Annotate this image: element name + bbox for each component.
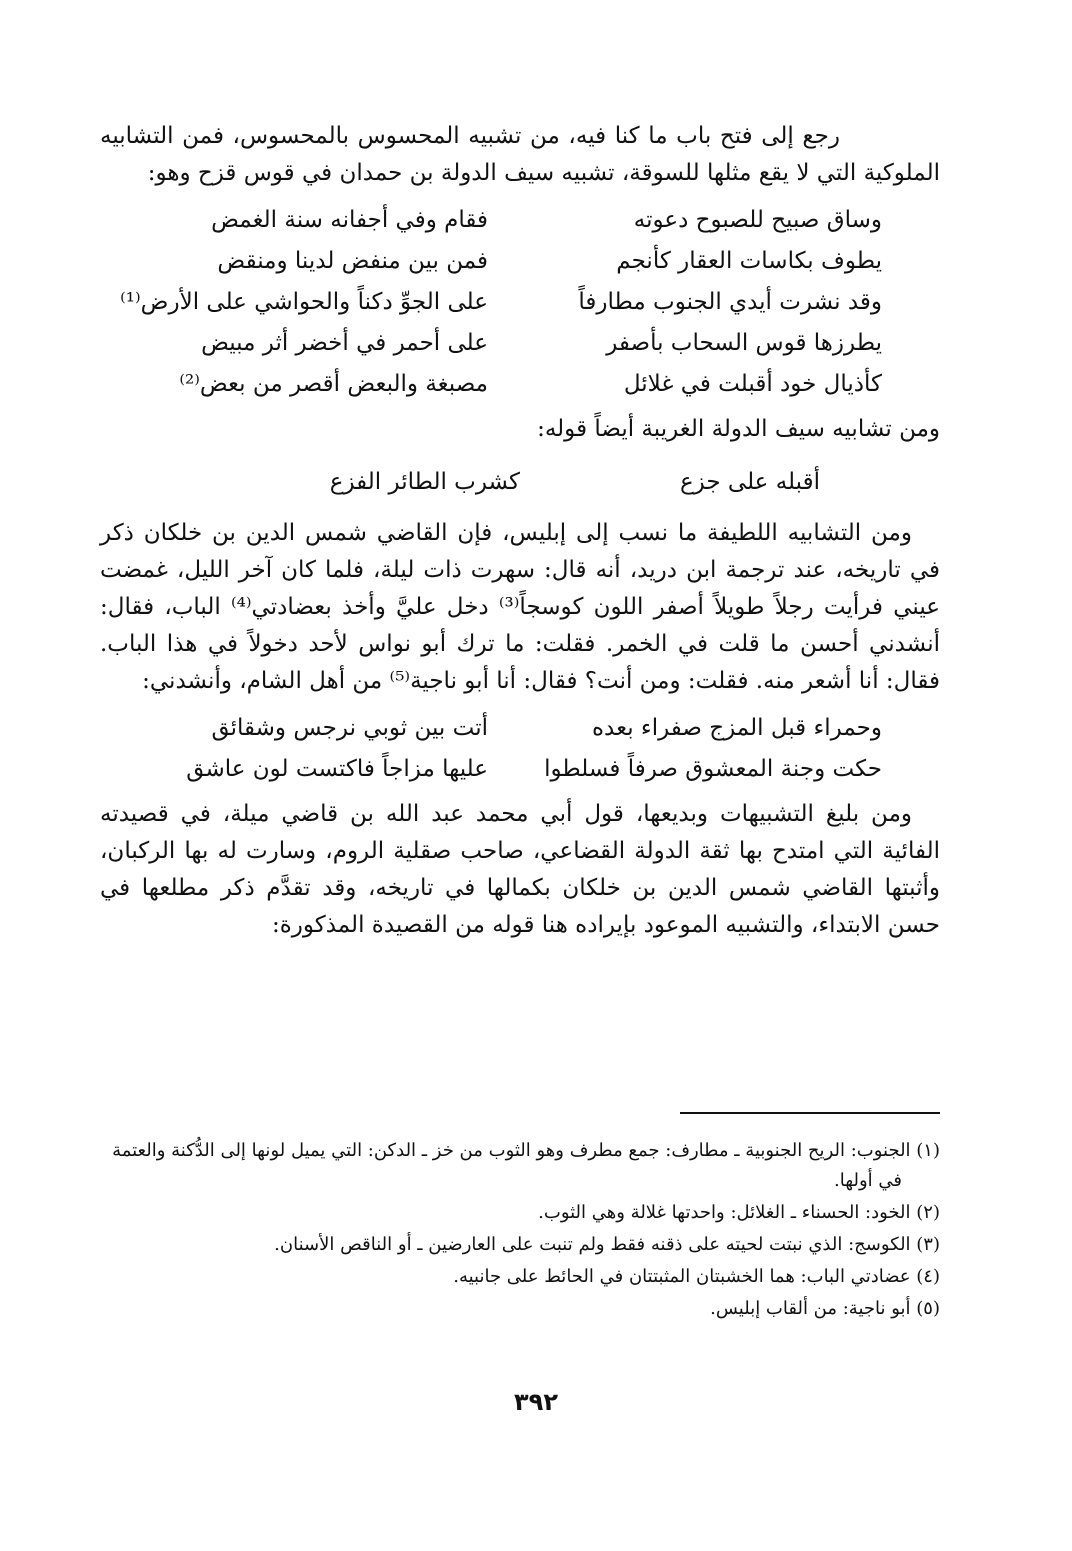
hemistich-second: مصبغة والبعض أقصر من بعض⁽²⁾ (179, 371, 488, 397)
hemistich-second: عليها مزاجاً فاكتست لون عاشق (186, 756, 488, 782)
hemistich-first: يطوف بكاسات العقار كأنجم (616, 248, 882, 274)
hemistich-second: كشرب الطائر الفزع (329, 469, 520, 495)
footnote: (٥) أبو ناجية: من ألقاب إبليس. (710, 1298, 940, 1319)
poem-2 (100, 462, 940, 503)
hemistich-first: وقد نشرت أيدي الجنوب مطارفاً (578, 289, 882, 315)
paragraph-3: ومن التشابيه اللطيفة ما نسب إلى إبليس، فإن القاضي شمس الدين بن خلكان ذكر في تاريخه، عند ترجمة ابن دريد، أنه قال: سهرت ذات ليلة، فلما كان آخر الليل، غمضت عيني فرأيت رجلاً طويلاً أصفر اللون كوسجاً⁽³⁾ دخل عليَّ وأخذ بعضادتي⁽⁴⁾ الباب، فقال: أنشدني أحسن ما قلت في الخمر. فقلت: ما ترك أبو نواس لأحد دخولاً في هذا الباب. فقال: أنا أشعر منه. فقلت: ومن أنت؟ فقال: أنا أبو ناجية⁽⁵⁾ من أهل الشام، وأنشدني: (100, 520, 941, 694)
hemistich-first: وحمراء قبل المزج صفراء بعده (591, 715, 882, 741)
poem-3 (100, 708, 940, 790)
hemistich-second: أتت بين ثوبي نرجس وشقائق (211, 715, 488, 741)
footnote: (١) الجنوب: الريح الجنوبية ـ مطارف: جمع مطرف وهو الثوب من خز ـ الدكن: التي يميل لونها إلى الدُّكنة والعتمة في أولها. (112, 1140, 940, 1191)
hemistich-first: أقبله على جزع (679, 469, 820, 495)
page-body (100, 118, 940, 944)
hemistich-second: على الجوِّ دكناً والحواشي على الأرض⁽¹⁾ (120, 289, 488, 315)
hemistich-second: على أحمر في أخضر أثر مبيض (201, 330, 488, 356)
footnotes (100, 1136, 940, 1326)
hemistich-second: فمن بين منفض لدينا ومنقض (217, 248, 488, 274)
verse (100, 708, 940, 749)
verse (100, 749, 940, 790)
verse (100, 282, 940, 323)
verse (100, 462, 940, 503)
hemistich-second: فقام وفي أجفانه سنة الغمض (211, 207, 488, 233)
verse (100, 200, 940, 241)
verse (100, 323, 940, 364)
hemistich-first: يطرزها قوس السحاب بأصفر (606, 330, 882, 356)
footnote: (٤) عضادتي الباب: هما الخشبتان المثبتتان في الحائط على جانبيه. (453, 1266, 940, 1287)
paragraph-4: ومن بليغ التشبيهات وبديعها، قول أبي محمد عبد الله بن قاضي ميلة، في قصيدته الفائية التي امتدح بها ثقة الدولة القضاعي، صاحب صقلية الروم، وسارت له بها الركبان، وأثبتها القاضي شمس الدين بن خلكان بكمالها في تاريخه، وقد تقدَّم ذكر مطلعها في حسن الابتداء، والتشبيه الموعود بإيراده هنا قوله من القصيدة المذكورة: (100, 801, 940, 938)
paragraph-1: رجع إلى فتح باب ما كنا فيه، من تشبيه المحسوس بالمحسوس، فمن التشابيه الملوكية التي لا يقع مثلها للسوقة، تشبيه سيف الدولة بن حمدان في قوس قزح وهو: (100, 123, 940, 186)
poem-1 (100, 200, 940, 405)
verse (100, 241, 940, 282)
paragraph-2: ومن تشابيه سيف الدولة الغريبة أيضاً قوله: (537, 416, 940, 442)
footnote-divider (680, 1112, 940, 1114)
page-number: ٣٩٢ (514, 1388, 558, 1416)
hemistich-first: وساق صبيح للصبوح دعوته (633, 207, 882, 233)
hemistich-first: حكت وجنة المعشوق صرفاً فسلطوا (544, 756, 882, 782)
verse (100, 364, 940, 405)
footnote: (٢) الخود: الحسناء ـ الغلائل: واحدتها غلالة وهي الثوب. (538, 1202, 940, 1223)
hemistich-first: كأذيال خود أقبلت في غلائل (623, 371, 882, 397)
footnote: (٣) الكوسج: الذي نبتت لحيته على ذقنه فقط ولم تنبت على العارضين ـ أو الناقص الأسنان. (274, 1234, 940, 1255)
